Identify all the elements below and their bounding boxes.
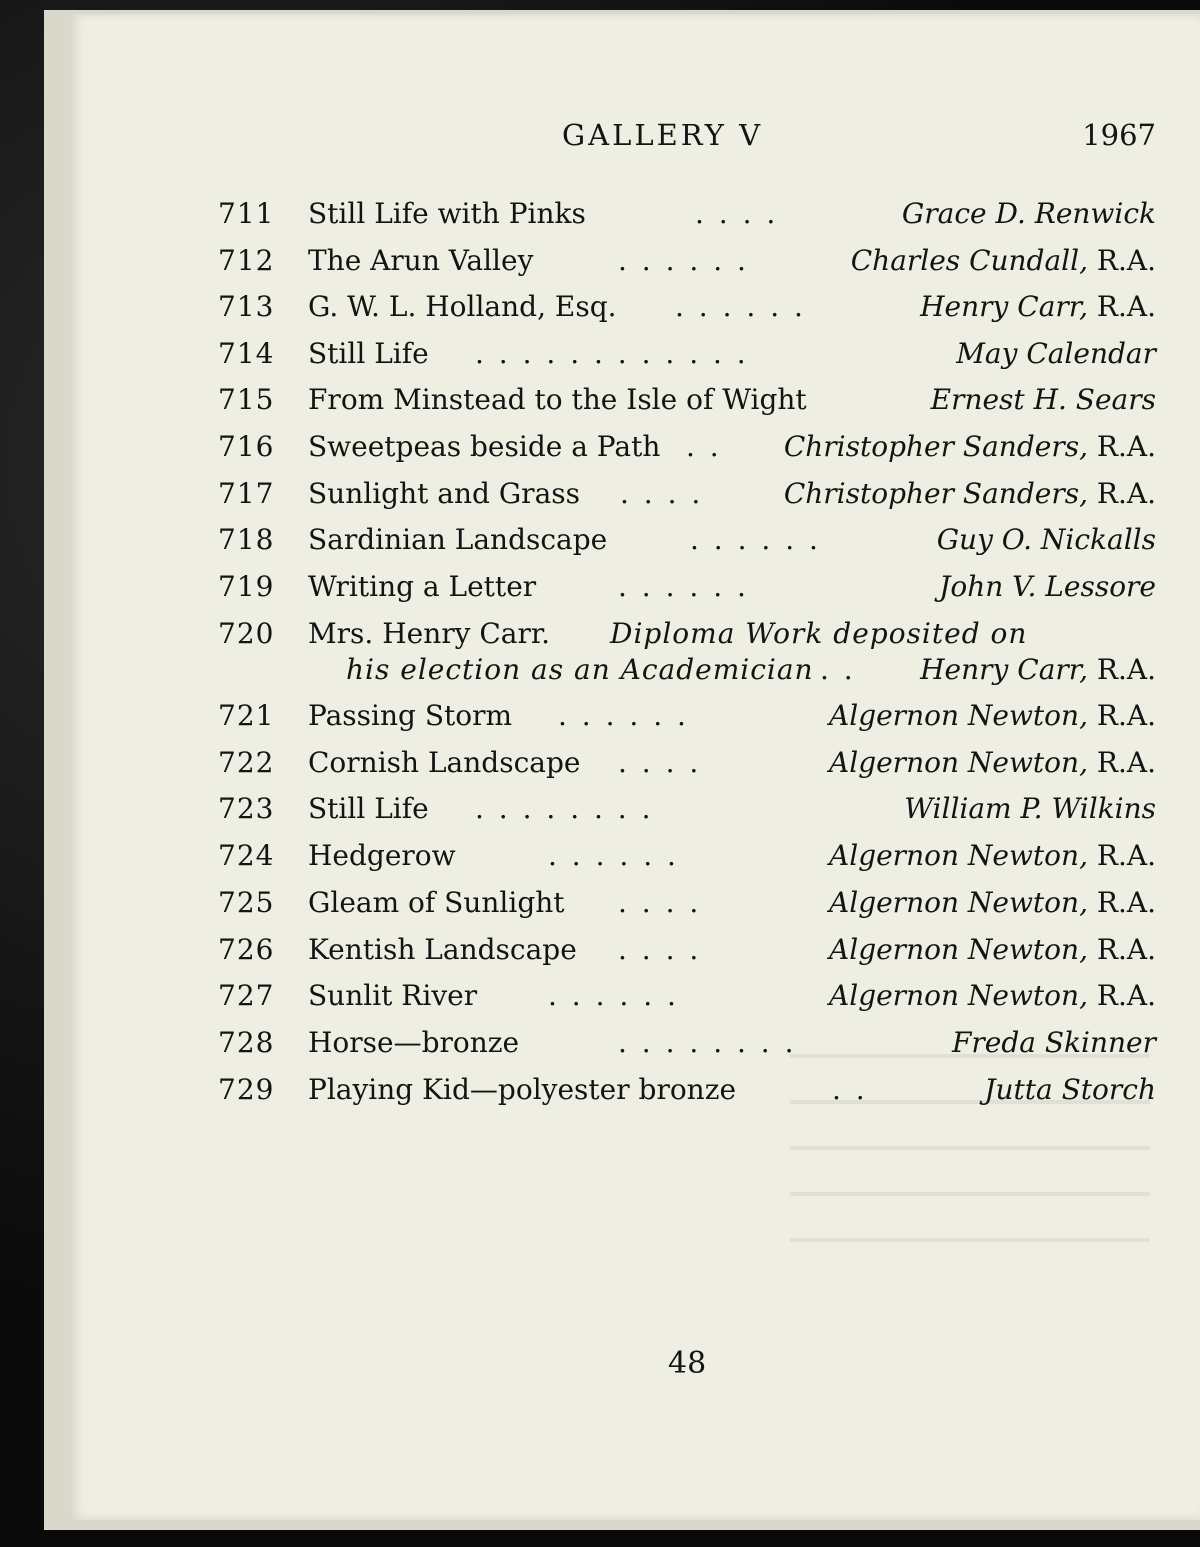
catalogue-entry [70, 520, 1200, 560]
artist-suffix: R.A. [1087, 933, 1156, 966]
artist-suffix: R.A. [1087, 886, 1156, 919]
entry-title: The Arun Valley [308, 244, 534, 277]
entry-artist [784, 474, 1156, 514]
entry-number: 711 [218, 197, 275, 230]
artist-name: May Calendar [956, 337, 1156, 370]
dot-leader: . . . . . . [548, 979, 679, 1012]
catalogue-entry [70, 696, 1200, 736]
entry-title: Still Life [308, 792, 429, 825]
entry-title: Gleam of Sunlight [308, 886, 565, 919]
dot-leader: . . . . . . [690, 523, 821, 556]
dot-leader: . . . . [618, 933, 702, 966]
catalogue-entry-continuation [70, 650, 1200, 690]
entry-number: 722 [218, 746, 275, 779]
catalogue-entry [70, 743, 1200, 783]
artist-name: Jutta Storch [984, 1073, 1156, 1106]
entry-title: Passing Storm [308, 699, 513, 732]
catalogue-entry [70, 567, 1200, 607]
dot-leader: . . [832, 1073, 868, 1106]
entry-title: Hedgerow [308, 839, 456, 872]
dot-leader: . . . . . . . . [475, 792, 654, 825]
catalogue-entry [70, 241, 1200, 281]
catalogue-entry [70, 614, 1200, 654]
dot-leader: . . . . . . . . . . . . [475, 337, 749, 370]
entry-artist [851, 241, 1156, 281]
entry-title: Sweetpeas beside a Path [308, 430, 661, 463]
entry-number: 721 [218, 699, 275, 732]
catalogue-entry [70, 194, 1200, 234]
entry-number: 714 [218, 337, 275, 370]
catalogue-entry [70, 883, 1200, 923]
dot-leader: . . . . . . [618, 570, 749, 603]
entry-number: 727 [218, 979, 275, 1012]
catalogue-entry [70, 930, 1200, 970]
entry-number: 729 [218, 1073, 275, 1106]
entry-artist [829, 930, 1156, 970]
artist-name: Christopher Sanders, [783, 477, 1088, 510]
dot-leader: . . . . . . [558, 699, 689, 732]
entry-number: 716 [218, 430, 275, 463]
artist-name: Charles Cundall, [850, 244, 1088, 277]
entry-number: 725 [218, 886, 275, 919]
dot-leader: . . [820, 653, 856, 686]
show-through-texture [790, 1054, 1150, 1254]
artist-name: Algernon Newton, [829, 699, 1088, 732]
artist-suffix: R.A. [1087, 244, 1156, 277]
dot-leader: . . . . . . [675, 290, 806, 323]
entry-artist [904, 789, 1156, 829]
entry-artist [920, 650, 1156, 690]
entry-artist [829, 696, 1156, 736]
catalogue-entry [70, 836, 1200, 876]
catalogue-entry [70, 789, 1200, 829]
entry-title: Playing Kid—polyester bronze [308, 1073, 737, 1106]
artist-suffix: R.A. [1087, 430, 1156, 463]
catalogue-entry [70, 976, 1200, 1016]
page-number: 48 [668, 1346, 707, 1381]
artist-name: Freda Skinner [951, 1026, 1156, 1059]
entry-artist [829, 743, 1156, 783]
entry-number: 726 [218, 933, 275, 966]
artist-name: Henry Carr, [920, 653, 1088, 686]
entry-title: Still Life [308, 337, 429, 370]
entry-number: 715 [218, 383, 275, 416]
entry-artist [829, 836, 1156, 876]
artist-suffix: R.A. [1087, 699, 1156, 732]
artist-name: William P. Wilkins [904, 792, 1156, 825]
dot-leader: . . . . [618, 746, 702, 779]
entry-note-continued: his election as an Academician [346, 653, 814, 686]
entry-artist [829, 883, 1156, 923]
dot-leader: . . . . [620, 477, 704, 510]
entry-artist [920, 287, 1156, 327]
entry-artist [937, 520, 1156, 560]
entry-title: Sunlit River [308, 979, 478, 1012]
artist-name: Algernon Newton, [829, 979, 1088, 1012]
catalogue-page [70, 14, 1200, 1520]
entry-number: 728 [218, 1026, 275, 1059]
entry-title: Still Life with Pinks [308, 197, 586, 230]
catalogue-entry [70, 380, 1200, 420]
dot-leader: . . . . . . [618, 244, 749, 277]
entry-title: Sardinian Landscape [308, 523, 608, 556]
entry-title: G. W. L. Holland, Esq. [308, 290, 617, 323]
entry-artist [829, 976, 1156, 1016]
dot-leader: . . . . . . . . [618, 1026, 797, 1059]
entry-title: From Minstead to the Isle of Wight [308, 383, 807, 416]
dot-leader: . . . . [695, 197, 779, 230]
entry-artist [939, 567, 1156, 607]
artist-suffix: R.A. [1087, 839, 1156, 872]
entry-number: 712 [218, 244, 275, 277]
artist-name: Henry Carr, [920, 290, 1088, 323]
artist-name: Christopher Sanders, [783, 430, 1088, 463]
dot-leader: . . . . [618, 886, 702, 919]
entry-artist [784, 427, 1156, 467]
entry-number: 718 [218, 523, 275, 556]
entry-title: Sunlight and Grass [308, 477, 581, 510]
artist-suffix: R.A. [1087, 477, 1156, 510]
entry-note: Diploma Work deposited on [610, 617, 1028, 650]
entry-title: Kentish Landscape [308, 933, 577, 966]
catalogue-entry [70, 287, 1200, 327]
entry-number: 723 [218, 792, 275, 825]
entry-title: Cornish Landscape [308, 746, 581, 779]
entry-artist [931, 380, 1156, 420]
dot-leader: . . [686, 430, 722, 463]
artist-name: John V. Lessore [939, 570, 1156, 603]
entry-number: 719 [218, 570, 275, 603]
artist-name: Algernon Newton, [829, 933, 1088, 966]
entry-number: 720 [218, 617, 275, 650]
entry-artist [902, 194, 1156, 234]
entry-number: 717 [218, 477, 275, 510]
catalogue-entry [70, 474, 1200, 514]
entry-title: Horse—bronze [308, 1026, 520, 1059]
artist-name: Algernon Newton, [829, 839, 1088, 872]
artist-name: Algernon Newton, [829, 746, 1088, 779]
entry-number: 713 [218, 290, 275, 323]
artist-name: Algernon Newton, [829, 886, 1088, 919]
artist-name: Ernest H. Sears [930, 383, 1156, 416]
artist-name: Grace D. Renwick [901, 197, 1156, 230]
artist-suffix: R.A. [1087, 979, 1156, 1012]
artist-name: Guy O. Nickalls [936, 523, 1156, 556]
catalogue-entry [70, 427, 1200, 467]
year-heading: 1967 [1082, 118, 1156, 152]
gallery-heading: GALLERY V [562, 118, 764, 152]
catalogue-entry [70, 334, 1200, 374]
entry-artist [956, 334, 1156, 374]
dot-leader: . . . . . . [548, 839, 679, 872]
artist-suffix: R.A. [1087, 290, 1156, 323]
artist-suffix: R.A. [1087, 746, 1156, 779]
entry-title: Mrs. Henry Carr. [308, 617, 551, 650]
entry-number: 724 [218, 839, 275, 872]
artist-suffix: R.A. [1087, 653, 1156, 686]
entry-title: Writing a Letter [308, 570, 537, 603]
